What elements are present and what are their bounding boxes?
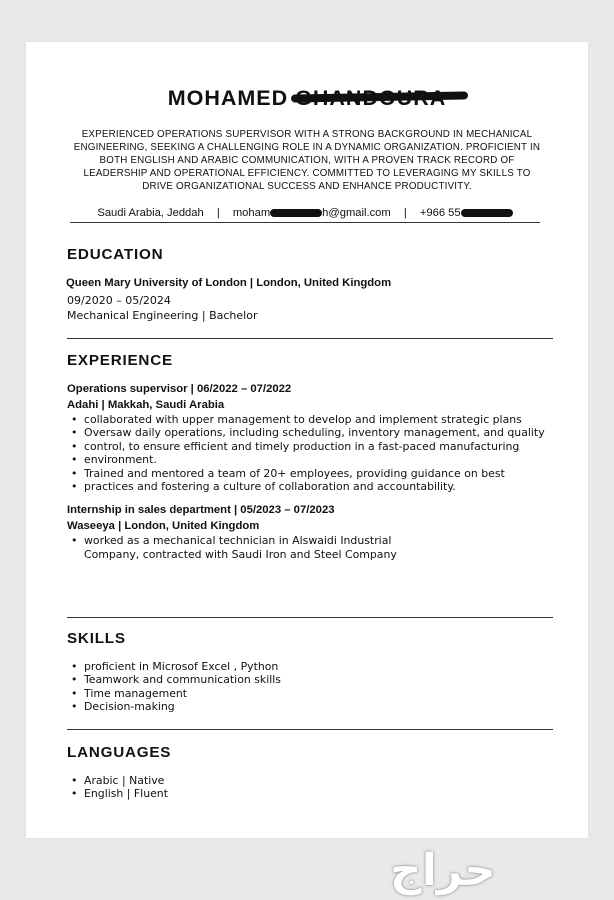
job-role: Internship in sales department | 05/2023 – 07/2023 <box>67 504 335 517</box>
job-role: Operations supervisor | 06/2022 – 07/2022 <box>67 383 292 395</box>
education-dates: 09/2020 – 05/2024 <box>67 294 171 307</box>
list-item: • control, to ensure efficient and timely production in a fast-paced manufacturing <box>67 440 553 453</box>
list-item: • environment. <box>67 453 553 466</box>
contact-line <box>70 207 540 223</box>
school: Queen Mary University of London | London, United Kingdom <box>66 277 392 289</box>
summary: EXPERIENCED OPERATIONS SUPERVISOR WITH A STRONG BACKGROUND IN MECHANICAL ENGINEERING, SEEKING A CHALLENGING ROLE IN A DYNAMIC ORGANIZATION. PROFICIENT IN BOTH ENGLISH AND ARABIC COMMUNICATION, WITH A PROVEN TRACK RECORD OF LEADERSHIP AND OPERATIONAL EFFICIENCY. COMMITTED TO LEVERAGING MY SKILLS TO DRIVE ORGANIZATIONAL SUCCESS AND ENHANCE PRODUCTIVITY. <box>73 129 541 192</box>
list-item: • Oversaw daily operations, including scheduling, inventory management, and quality <box>67 426 553 439</box>
languages-section <box>67 744 553 801</box>
job-entry <box>67 381 553 493</box>
list-item: • worked as a mechanical technician in Alswaidi Industrial Company, contracted with Saudi Iron and Steel Company <box>67 534 447 561</box>
list-item: • practices and fostering a culture of collaboration and accountability. <box>67 480 553 493</box>
list-item: • English | Fluent <box>67 787 553 800</box>
education-section <box>67 246 553 323</box>
job-bullets <box>67 534 447 561</box>
resume-page <box>26 42 588 838</box>
section-divider <box>67 617 553 618</box>
job-entry <box>67 502 553 561</box>
education-title: EDUCATION <box>67 246 164 263</box>
phone[interactable]: +966 55 <box>420 207 513 219</box>
section-divider <box>67 338 553 339</box>
watermark-logo: حراج <box>390 845 496 896</box>
degree: Mechanical Engineering | Bachelor <box>67 309 258 322</box>
languages-title: LANGUAGES <box>67 744 172 761</box>
job-company: Adahi | Makkah, Saudi Arabia <box>67 399 225 411</box>
full-name <box>168 86 447 111</box>
redaction-mark <box>461 209 513 217</box>
list-item: • Trained and mentored a team of 20+ employees, providing guidance on best <box>67 467 553 480</box>
experience-title: EXPERIENCE <box>67 352 173 369</box>
languages-list <box>67 774 553 801</box>
section-divider <box>67 729 553 730</box>
list-item: • Decision-making <box>67 700 553 713</box>
redaction-mark <box>270 209 322 217</box>
skills-list <box>67 660 553 714</box>
list-item: • proficient in Microsof Excel , Python <box>67 660 553 673</box>
email[interactable]: moham h@gmail.com <box>232 207 391 219</box>
name-header <box>26 86 588 111</box>
experience-section <box>67 352 553 561</box>
list-item: • Arabic | Native <box>67 774 553 787</box>
list-item: • collaborated with upper management to develop and implement strategic plans <box>67 413 553 426</box>
skills-title: SKILLS <box>67 630 126 647</box>
list-item: • Time management <box>67 687 553 700</box>
contact-separator: | <box>216 207 220 219</box>
job-company: Waseeya | London, United Kingdom <box>67 520 260 533</box>
list-item: • Teamwork and communication skills <box>67 673 553 686</box>
location: Saudi Arabia, Jeddah <box>97 207 204 219</box>
first-name: MOHAMED <box>167 86 289 110</box>
job-bullets <box>67 413 553 493</box>
last-name <box>295 86 446 110</box>
contact-separator: | <box>403 207 407 219</box>
skills-section <box>67 630 553 714</box>
